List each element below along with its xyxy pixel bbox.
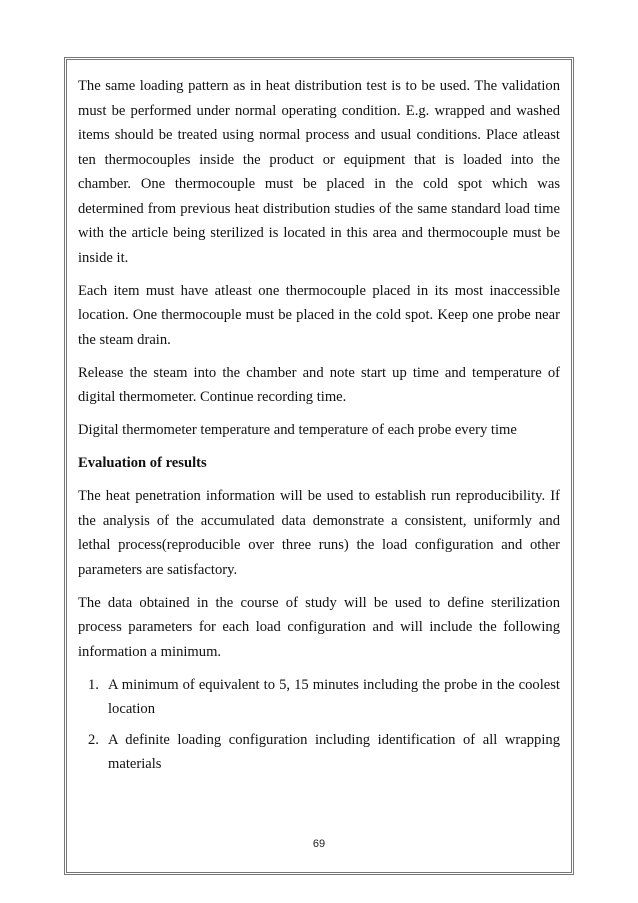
list-item-number: 2. (88, 731, 99, 748)
paragraph-release-steam: Release the steam into the chamber and note start up time and temperature of digital thermometer. Continue recording time. (78, 364, 560, 405)
paragraph-heat-penetration: The heat penetration information will be used to establish run reproducibility. If the analysis of the accumulated data demonstrate a consistent, uniformly and lethal process(reproducible over three runs) the load configuration and other parameters are satisfactory. (78, 488, 560, 578)
list-item (88, 673, 560, 722)
list-item-text: A definite loading configuration including identification of all wrapping materials (108, 731, 560, 772)
document-body (78, 74, 560, 783)
list-item-number: 1. (88, 676, 99, 693)
paragraph-recording: Digital thermometer temperature and temperature of each probe every time (78, 422, 517, 438)
section-heading: Evaluation of results (78, 455, 207, 471)
list-item (88, 728, 560, 777)
paragraph-loading-pattern: The same loading pattern as in heat distribution test is to be used. The validation must be performed under normal operating condition. E.g. wrapped and washed items should be treated using normal process and usual conditions. Place atleast ten thermocouples inside the product or equipment that is loaded into the chamber. One thermocouple must be placed in the cold spot which was determined from previous heat distribution studies of the same standard load time with the article being sterilized is located in this area and thermocouple must be inside it. (78, 78, 560, 266)
page-number: 69 (312, 838, 326, 850)
list-item-text: A minimum of equivalent to 5, 15 minutes including the probe in the coolest location (108, 676, 560, 717)
paragraph-data-obtained: The data obtained in the course of study will be used to define sterilization process parameters for each load configuration and will include the following information a minimum. (78, 594, 560, 660)
paragraph-thermocouple-placement: Each item must have atleast one thermocouple placed in its most inaccessible location. One thermocouple must be placed in the cold spot. Keep one probe near the steam drain. (78, 282, 560, 348)
requirements-list (78, 673, 560, 777)
